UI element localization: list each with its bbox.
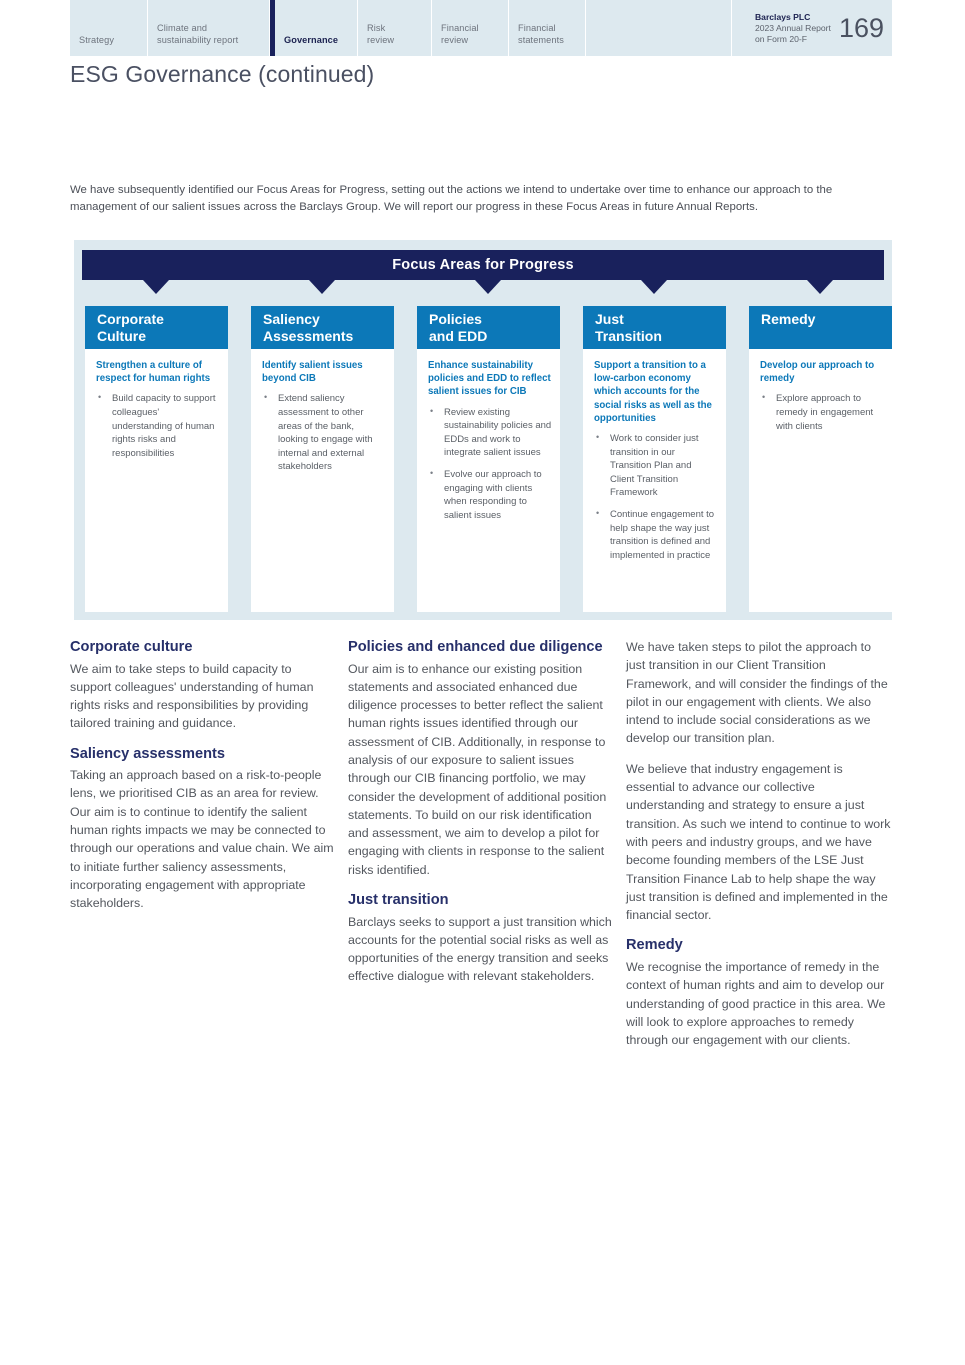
focus-area-title-line2: Culture — [97, 328, 146, 344]
focus-area-body — [251, 349, 394, 612]
article-column-1 — [70, 638, 335, 1061]
focus-area-body — [85, 349, 228, 612]
page-title: ESG Governance (continued) — [70, 61, 375, 87]
report-title-line2: on Form 20-F — [754, 33, 808, 44]
nav-tab-governance[interactable] — [270, 0, 358, 56]
focus-area-title-line2: Assessments — [263, 328, 354, 344]
nav-tab-label-line1: Financial — [441, 23, 479, 33]
list-item: • Work to consider just transition in our Transition Plan and Client Transition Framework — [594, 432, 718, 500]
focus-area-bullet-list — [262, 392, 386, 474]
focus-area-title-line2: Transition — [595, 328, 662, 344]
nav-tab-label: Governance — [284, 34, 339, 45]
section-heading-saliency-assessments: Saliency assessments — [70, 745, 225, 762]
article-body — [70, 638, 892, 1061]
focus-areas-diagram — [74, 240, 892, 620]
nav-tab-label-line1: Risk — [367, 23, 386, 33]
section-heading-remedy: Remedy — [626, 937, 683, 954]
intro-paragraph: We have subsequently identified our Focus Areas for Progress, setting out the actions we intend to undertake over time to enhance our approach to the management of our salient issues across the Barclays Group. We will report our progress in these Focus Areas in future Annual Reports. — [70, 184, 833, 214]
nav-tab-label-line2: review — [441, 34, 469, 45]
report-identifier — [732, 0, 892, 56]
focus-area-title — [583, 306, 726, 349]
focus-area-column-policies-and-edd — [417, 306, 560, 612]
paragraph: Taking an approach based on a risk-to-people lens, we prioritised CIB as an area for review. Our aim is to continue to identify the salient human rights impacts we may be connected to through our operations and value chain. We aim to initiate further saliency assessments, incorporating engagement with appropriate stakeholders. — [70, 768, 334, 911]
diagram-banner-title: Focus Areas for Progress — [82, 250, 884, 280]
focus-area-bullet-list — [96, 392, 220, 460]
article-column-2 — [348, 638, 613, 1061]
focus-area-title-line1: Corporate — [97, 311, 164, 327]
paragraph: We recognise the importance of remedy in the context of human rights and aim to develop our understanding of good practice in this area. We will look to explore approaches to remedy through our engagement with our clients. — [626, 959, 886, 1048]
focus-area-bullet-list — [594, 432, 718, 562]
nav-tab-label — [367, 23, 394, 46]
focus-area-bullet-list — [428, 406, 552, 523]
paragraph: Barclays seeks to support a just transition which accounts for the potential social risks as well as opportunities of the energy transition and seeks effective dialogue with relevant stakeholders. — [348, 914, 612, 984]
focus-area-title-line2: and EDD — [429, 328, 488, 344]
company-name: Barclays PLC — [754, 11, 811, 22]
report-identifier-text — [755, 12, 831, 45]
focus-area-column-just-transition — [583, 306, 726, 612]
nav-tab-label-line1: Climate and — [157, 23, 208, 33]
focus-area-body — [583, 349, 726, 612]
focus-area-title — [85, 306, 228, 349]
nav-tab-label — [441, 23, 479, 46]
section-heading-just-transition: Just transition — [348, 892, 449, 909]
list-item: • Build capacity to support colleagues' understanding of human rights risks and responsibilities — [96, 392, 220, 460]
nav-tab-label-line2: review — [367, 34, 395, 45]
list-item: • Evolve our approach to engaging with clients when responding to salient issues — [428, 468, 552, 522]
nav-tab-label — [518, 23, 564, 46]
focus-area-title-line1: Policies — [429, 311, 482, 327]
focus-area-body — [417, 349, 560, 612]
list-item: • Extend saliency assessment to other areas of the bank, looking to engage with internal and external stakeholders — [262, 392, 386, 474]
connector-arrow-icon-5 — [807, 280, 833, 294]
focus-area-title-line1: Remedy — [761, 311, 816, 327]
focus-area-title — [749, 306, 892, 349]
section-heading-corporate-culture: Corporate culture — [70, 639, 193, 655]
connector-arrow-icon-3 — [475, 280, 501, 294]
focus-area-title-line1: Just — [595, 311, 624, 327]
list-item: • Review existing sustainability policies and EDDs and work to integrate salient issues — [428, 406, 552, 460]
report-title-line1: 2023 Annual Report — [754, 22, 831, 33]
focus-area-lead: Enhance sustainability policies and EDD to reflect salient issues for CIB — [428, 360, 551, 398]
focus-area-column-corporate-culture — [85, 306, 228, 612]
nav-tab-label-line1: Financial — [518, 23, 556, 33]
article-column-3 — [626, 638, 891, 1061]
focus-area-body — [749, 349, 892, 612]
paragraph: Our aim is to enhance our existing position statements and associated enhanced due diligence processes to better reflect the salient human rights issues identified through our assessment of CIB. Additionally, in response to analysis of our exposure to salient issues through our CIB financing portfolio, we may consider the development of additional position statements. To build on our risk identification and assessment, we aim to develop a pilot for engaging with clients in response to the salient risks identified. — [348, 661, 607, 877]
nav-tab-label-line2: statements — [518, 34, 564, 45]
paragraph: We have taken steps to pilot the approach to just transition in our Client Transition Framework, and will consider the findings of the pilot in our engagement with clients. We also intend to include social considerations as we develop our transition plan. — [626, 640, 888, 746]
nav-tab-climate-sustainability[interactable] — [148, 0, 270, 56]
list-item: • Explore approach to remedy in engagement with clients — [760, 392, 884, 433]
connector-arrow-icon-1 — [143, 280, 169, 294]
list-item: • Continue engagement to help shape the way just transition is defined and implemented in practice — [594, 508, 718, 562]
focus-area-title-line1: Saliency — [263, 311, 320, 327]
focus-area-title — [251, 306, 394, 349]
focus-area-lead: Develop our approach to remedy — [760, 360, 875, 385]
nav-tab-risk-review[interactable] — [358, 0, 432, 56]
focus-area-title — [417, 306, 560, 349]
focus-area-bullet-list — [760, 392, 884, 433]
nav-tab-label-line2: sustainability report — [157, 34, 239, 45]
focus-area-lead: Identify salient issues beyond CIB — [262, 360, 363, 385]
focus-area-column-remedy — [749, 306, 892, 612]
nav-tab-financial-statements[interactable] — [509, 0, 586, 56]
paragraph: We aim to take steps to build capacity to support colleagues' understanding of human rights risks and responsibilities by providing tailored training and guidance. — [70, 661, 314, 731]
focus-area-column-saliency-assessments — [251, 306, 394, 612]
nav-tab-strategy[interactable] — [70, 0, 148, 56]
nav-tab-label — [157, 23, 238, 46]
connector-arrow-icon-4 — [641, 280, 667, 294]
focus-area-lead: Support a transition to a low-carbon economy which accounts for the social risks as well as the opportunities — [594, 360, 712, 424]
page-number: 169 — [838, 12, 884, 43]
nav-tab-label: Strategy — [79, 34, 115, 45]
section-navigation-bar — [70, 0, 892, 56]
nav-tab-financial-review[interactable] — [432, 0, 509, 56]
nav-spacer — [586, 0, 732, 56]
focus-area-lead: Strengthen a culture of respect for human rights — [96, 360, 211, 385]
paragraph: We believe that industry engagement is essential to advance our collective understanding and strategy to ensure a just transition. As such we intend to continue to work with peers and industry groups, and we have become founding members of the LSE Just Transition Finance Lab to help shape the way just transition is defined and implemented in the financial sector. — [626, 761, 891, 923]
connector-arrow-icon-2 — [309, 280, 335, 294]
section-heading-policies-and-enhanced-due-diligence: Policies and enhanced due diligence — [348, 639, 603, 655]
